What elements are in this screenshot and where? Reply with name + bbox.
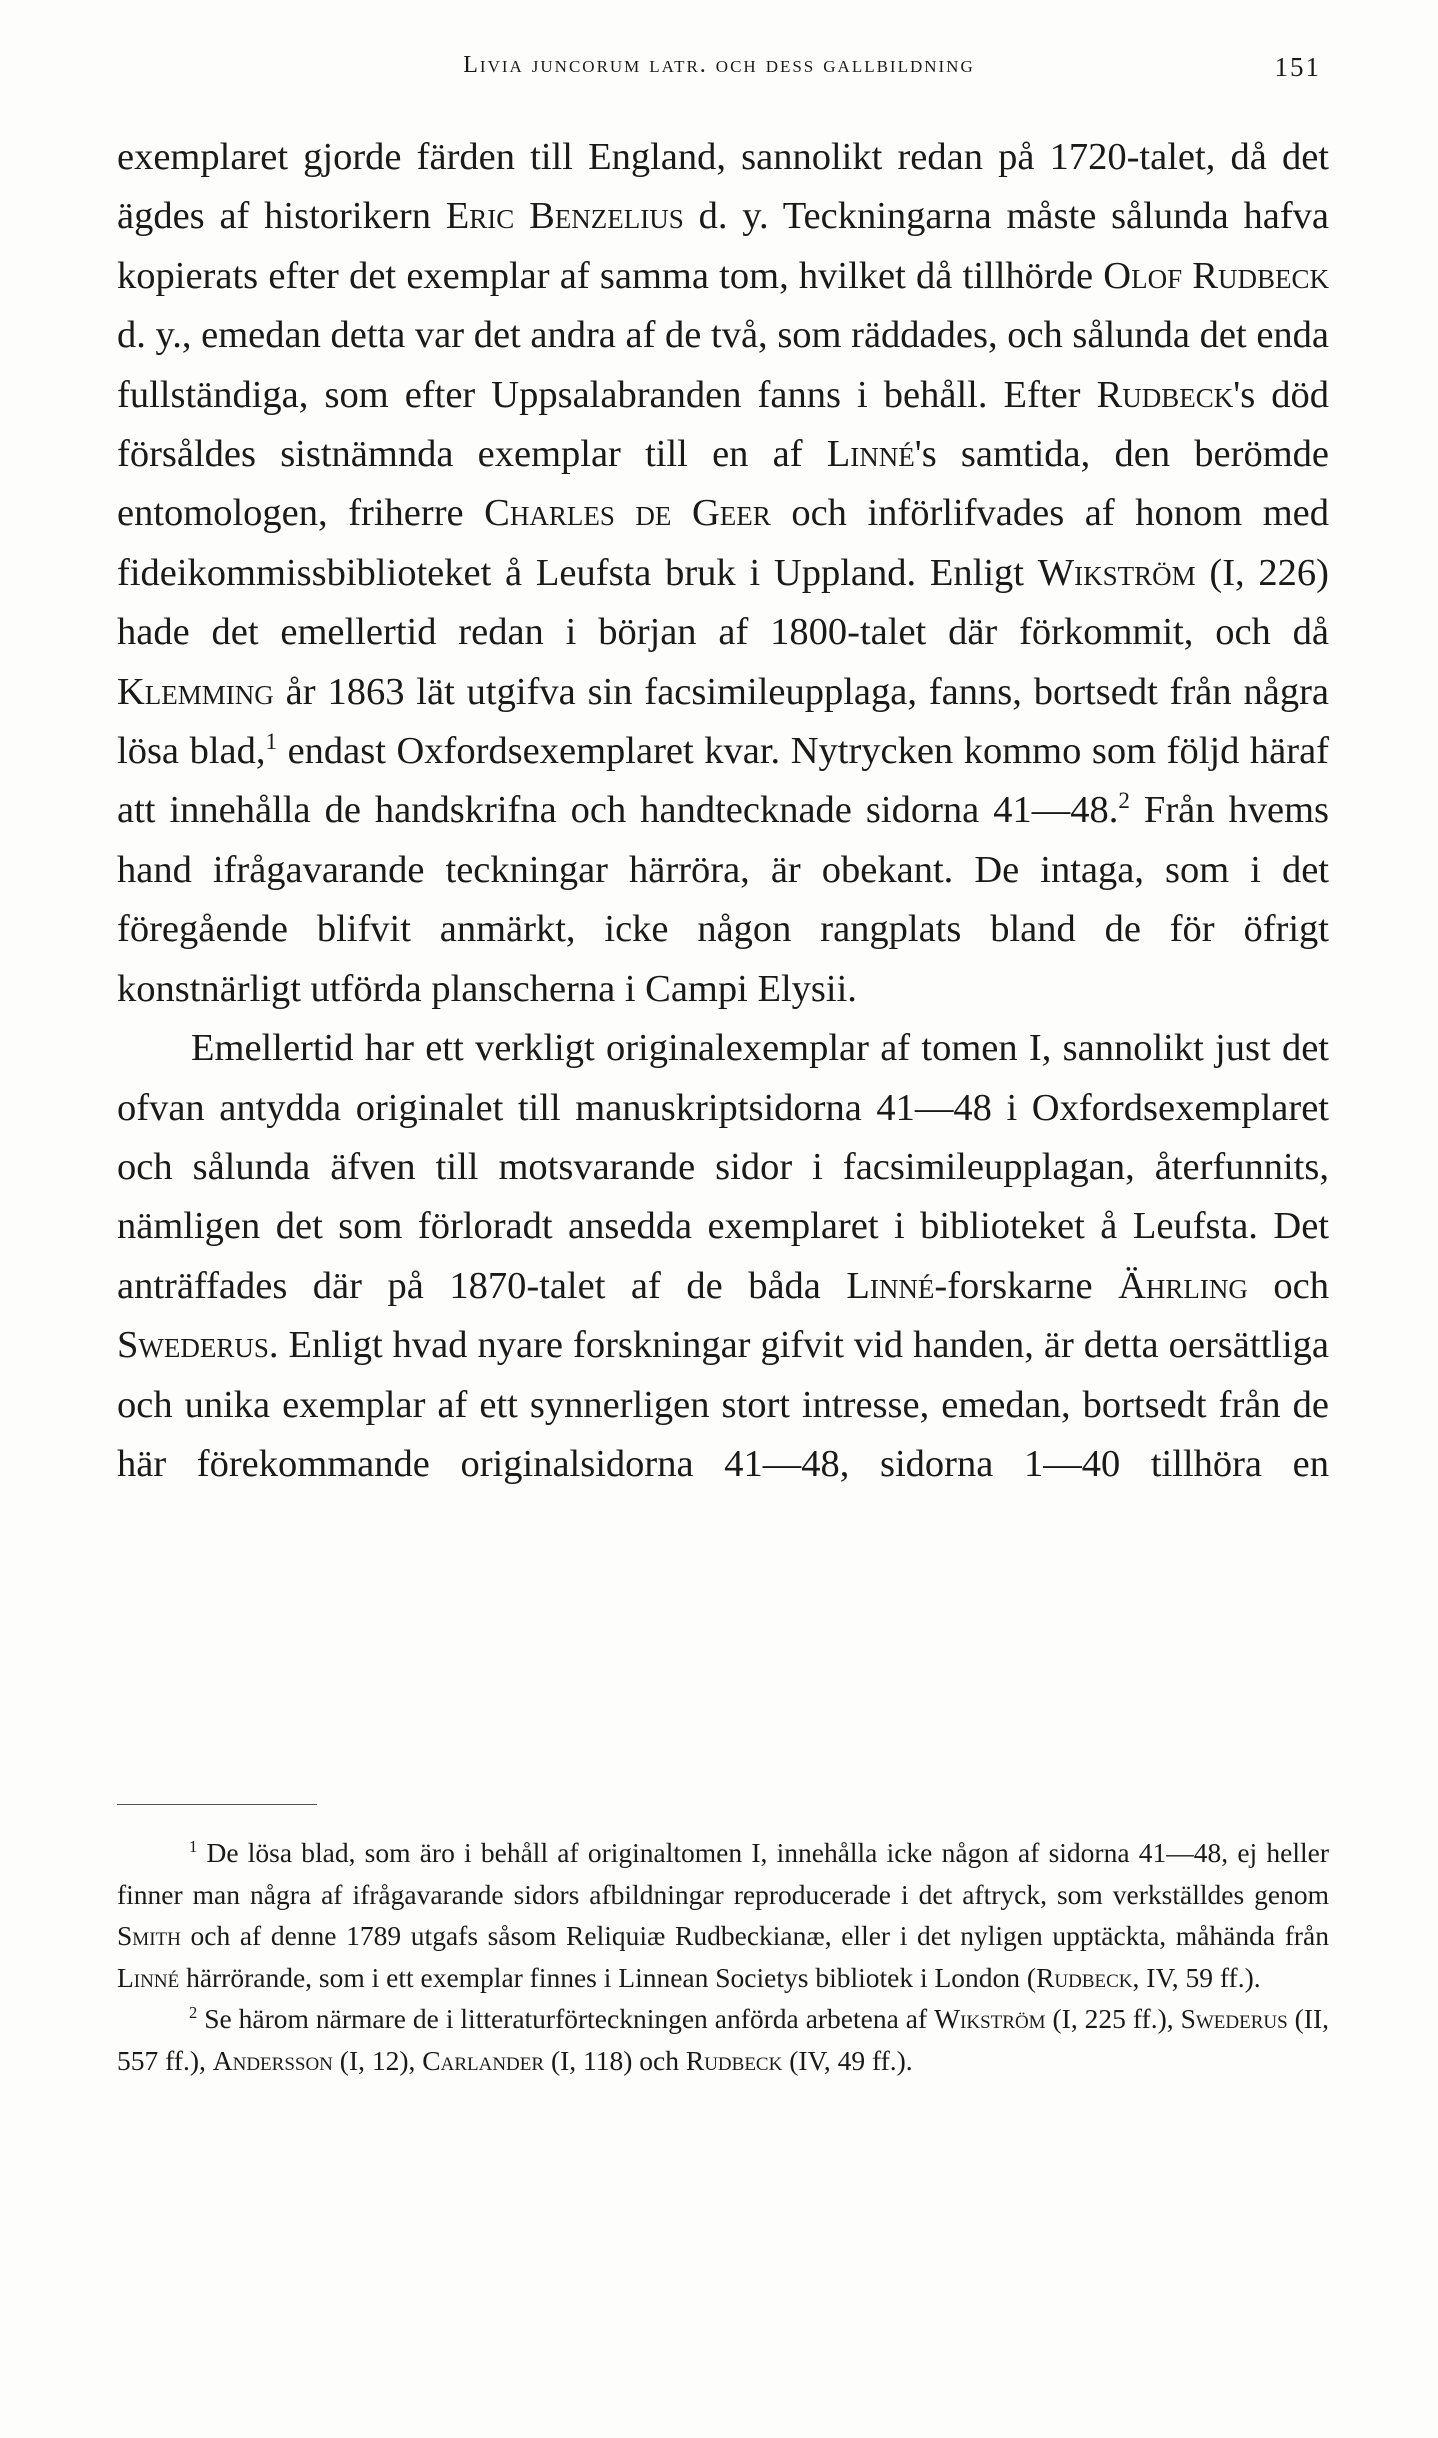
paragraph-2 bbox=[117, 1019, 1329, 1494]
person-name: Andersson bbox=[212, 2044, 333, 2076]
text-run: Emellertid har ett verkligt originalexemplar af tomen I, sannolikt just det ofvan antydda originalet till manuskriptsidorna 41—48 i Oxfordsexemplaret och sålunda äfven till motsvarande sidor i facsimileupplagan, återfunnits, nämligen det som förloradt ansedda exemplaret i biblioteket å Leufsta. Det anträffades där på 1870-talet af de båda bbox=[117, 1027, 1329, 1307]
person-name: Rudbeck bbox=[1036, 1961, 1133, 1993]
footnote-mark: 1 bbox=[189, 1836, 198, 1856]
person-name: Linné bbox=[846, 1264, 935, 1307]
text-run: (II, 557 ff.), bbox=[117, 2003, 1329, 2076]
running-title: Livia juncorum latr. och dess gallbildning bbox=[463, 52, 975, 78]
text-run: , IV, 59 ff.). bbox=[1132, 1961, 1261, 1993]
person-name: Wikström bbox=[1037, 551, 1196, 594]
person-name: Smith bbox=[117, 1920, 181, 1951]
footnote-mark: 2 bbox=[189, 2002, 198, 2022]
text-run: . Enligt hvad nyare forskningar gifvit vid handen, är detta oersättliga och unika exemplar af ett synnerligen stort intresse, emedan, bortsedt från de här förekommande originalsidorna 41—48, sidorna 1—40 tillhöra en bbox=[117, 1324, 1329, 1485]
body-text bbox=[117, 128, 1329, 1494]
footnotes bbox=[117, 1832, 1329, 2081]
text-run: (I, 118) och bbox=[544, 2044, 686, 2076]
text-run: exemplaret gjorde färden till England, sannolikt redan på 1720-talet, då det ägdes af historikern bbox=[117, 136, 1329, 238]
text-run: härrörande, som i ett exemplar finnes i Linnean Societys bibliotek i London ( bbox=[179, 1961, 1037, 1993]
text-run: endast Oxfordsexemplaret kvar. Nytrycken kommo som följd häraf att innehålla de handskrifna och handtecknade sidorna 41—48. bbox=[117, 730, 1329, 832]
text-run: och införlifvades af honom med fideikommissbiblioteket å Leufsta bruk i Uppland. Enligt bbox=[117, 492, 1329, 594]
text-run: (I, 225 ff.), bbox=[1045, 2003, 1181, 2034]
text-run: -forskarne bbox=[934, 1264, 1119, 1307]
person-name: Swederus bbox=[117, 1324, 269, 1367]
text-run: 's död försåldes sistnämnda exemplar till en af bbox=[117, 373, 1330, 476]
person-name: Ährling bbox=[1118, 1264, 1248, 1307]
footnote-1 bbox=[117, 1832, 1329, 1998]
person-name: Eric Benzelius bbox=[445, 195, 684, 238]
person-name: Rudbeck bbox=[1096, 373, 1234, 416]
person-name: Swederus bbox=[1180, 2003, 1288, 2034]
text-run: (IV, 49 ff.). bbox=[782, 2044, 913, 2076]
text-run: år 1863 lät utgifva sin facsimileupplaga, fanns, bortsedt från några lösa blad, bbox=[117, 670, 1329, 773]
person-name: Carlander bbox=[422, 2044, 545, 2076]
text-run: och af denne 1789 utgafs såsom Reliquiæ Rudbeckianæ, eller i det nyligen upptäckta, måhända från bbox=[180, 1920, 1329, 1951]
paragraph-1 bbox=[117, 128, 1329, 1019]
text-run: d. y. Teckningarna måste sålunda hafva kopierats efter det exemplar af samma tom, hvilket då tillhörde bbox=[117, 195, 1329, 297]
footnote-ref-1[interactable]: 1 bbox=[265, 728, 278, 755]
person-name: Rudbeck bbox=[685, 2044, 783, 2076]
footnote-ref-2[interactable]: 2 bbox=[1118, 787, 1130, 814]
text-run: Från hvems hand ifrågavarande teckningar härröra, är obekant. De intaga, som i det föregående blifvit anmärkt, icke någon rangplats bland de för öfrigt konstnärligt utförda planscherna i Campi Elysii. bbox=[117, 789, 1329, 1010]
text-run: d. y., emedan detta var det andra af de två, som räddades, och sålunda det enda fullständiga, som efter Uppsalabranden fanns i behåll. Efter bbox=[117, 314, 1329, 416]
text-run: och bbox=[1247, 1264, 1329, 1307]
footnote-2 bbox=[117, 1998, 1329, 2081]
person-name: Klemming bbox=[117, 670, 274, 713]
person-name: Linné bbox=[117, 1961, 180, 1993]
text-run: Se härom närmare de i litteraturförteckningen anförda arbetena af bbox=[197, 2003, 935, 2034]
text-run: (I, 226) hade det emellertid redan i början af 1800-talet där förkommit, och då bbox=[117, 551, 1329, 654]
person-name: Charles de Geer bbox=[484, 492, 771, 535]
footnote-divider bbox=[117, 1804, 317, 1805]
running-header bbox=[117, 52, 1321, 88]
person-name: Wikström bbox=[934, 2003, 1046, 2034]
person-name: Olof Rudbeck bbox=[1103, 254, 1329, 297]
person-name: Linné bbox=[826, 433, 915, 476]
text-run: (I, 12), bbox=[332, 2044, 423, 2076]
text-run: De lösa blad, som äro i behåll af originaltomen I, innehålla icke någon af sidorna 41—48, ej heller finner man några af ifrågavarande sidors afbildningar reproducerade i det aftryck, som verkställdes genom bbox=[117, 1837, 1329, 1910]
text-run: 's samtida, den berömde entomologen, friherre bbox=[117, 433, 1329, 535]
page-number: 151 bbox=[1274, 52, 1321, 82]
